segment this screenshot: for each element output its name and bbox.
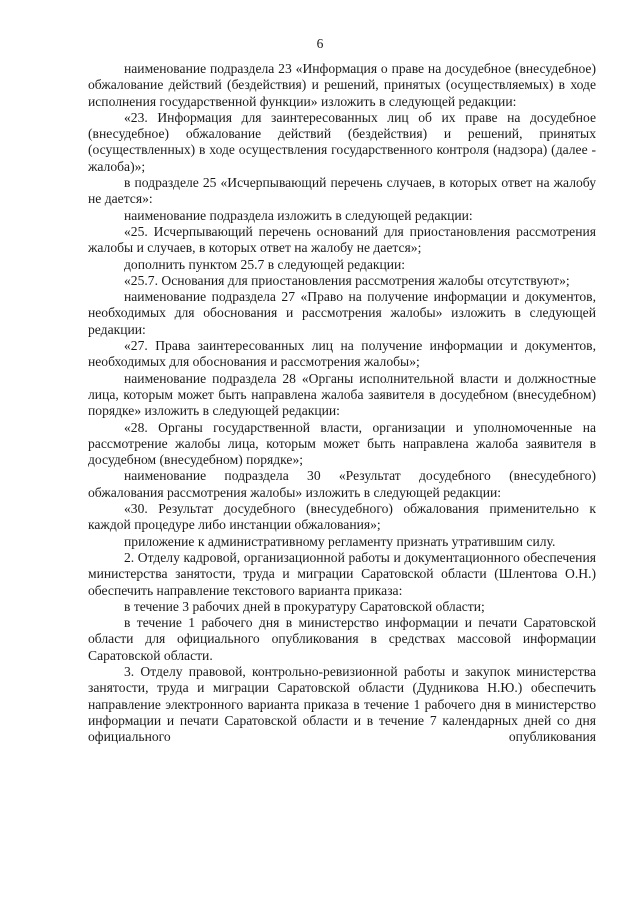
- paragraph: «30. Результат досудебного (внесудебного) обжалования применительно к каждой процедуре либо инстанции обжалования»;: [88, 501, 596, 533]
- paragraph: 3. Отделу правовой, контрольно-ревизионной работы и закупок министерства занятости, труда и миграции Саратовской области (Дудникова Н.Ю.) обеспечить направление электронного варианта приказа в течение 1 рабочего дня в министерство информации и печати Саратовской области и в течение 7 календарных дней со дня официального опубликования: [88, 663, 596, 745]
- paragraph: «23. Информация для заинтересованных лиц об их праве на досудебное (внесудебное) обжалование действий (бездействия) и решений, принятых (осуществленных) в ходе осуществления государственного контроля (надзора) (далее - жалоба)»;: [88, 109, 596, 174]
- paragraph: «25.7. Основания для приостановления рассмотрения жалобы отсутствуют»;: [124, 272, 570, 288]
- paragraph: «27. Права заинтересованных лиц на получение информации и документов, необходимых для обоснования и рассмотрения жалобы»;: [88, 338, 596, 370]
- page-number: 6: [316, 36, 324, 51]
- paragraph: «25. Исчерпывающий перечень оснований для приостановления рассмотрения жалобы и случаев, в которых ответ на жалобу не дается»;: [88, 223, 596, 256]
- paragraph: в течение 3 рабочих дней в прокуратуру Саратовской области;: [124, 598, 485, 614]
- paragraph: наименование подраздела 23 «Информация о праве на досудебное (внесудебное) обжалование действий (бездействия) и решений, принятых (осуществляемых) в ходе исполнения государственной функции» изложить в следующей редакции:: [88, 61, 596, 109]
- paragraph: наименование подраздела 28 «Органы исполнительной власти и должностные лица, которым может быть направлена жалоба заявителя в досудебном (внесудебном) порядке» изложить в следующей редакции:: [88, 370, 596, 419]
- paragraph: дополнить пунктом 25.7 в следующей редакции:: [124, 256, 406, 272]
- paragraph: в подразделе 25 «Исчерпывающий перечень случаев, в которых ответ на жалобу не дается»:: [88, 175, 596, 207]
- document-body: [88, 61, 596, 745]
- paragraph: приложение к административному регламенту признать утратившим силу.: [124, 533, 556, 549]
- paragraph: наименование подраздела изложить в следующей редакции:: [124, 207, 473, 223]
- paragraph: 2. Отделу кадровой, организационной работы и документационного обеспечения министерства занятости, труда и миграции Саратовской области (Шлентова О.Н.) обеспечить направление текстового варианта приказа:: [88, 549, 596, 598]
- paragraph: наименование подраздела 30 «Результат досудебного (внесудебного) обжалования рассмотрения жалобы» изложить в следующей редакции:: [88, 468, 596, 500]
- paragraph: «28. Органы государственной власти, организации и уполномоченные на рассмотрение жалобы лица, которым может быть направлена жалоба заявителя в досудебном (внесудебном) порядке»;: [88, 419, 596, 468]
- paragraph: наименование подраздела 27 «Право на получение информации и документов, необходимых для обоснования и рассмотрения жалобы» изложить в следующей редакции:: [88, 289, 596, 337]
- paragraph: в течение 1 рабочего дня в министерство информации и печати Саратовской области для официального опубликования в средствах массовой информации Саратовской области.: [88, 615, 596, 663]
